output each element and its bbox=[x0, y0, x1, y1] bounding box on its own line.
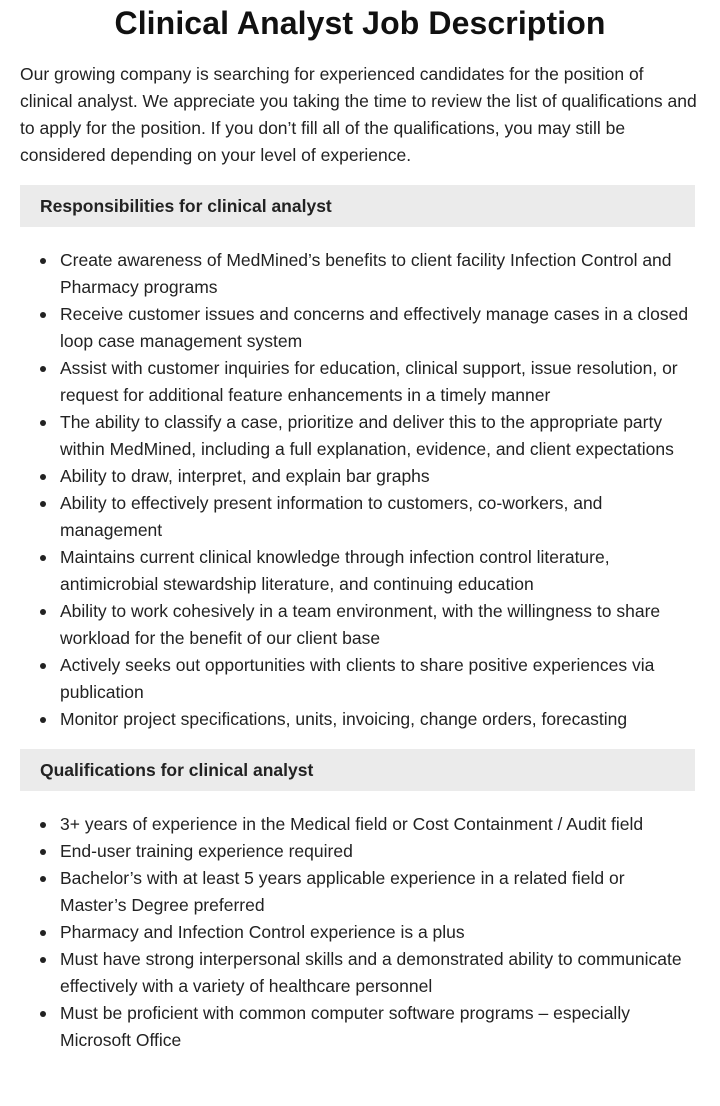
list-item bbox=[40, 706, 695, 733]
bullet-icon bbox=[40, 957, 46, 963]
bullet-icon bbox=[40, 876, 46, 882]
list-item bbox=[40, 865, 695, 919]
list-item-text: Maintains current clinical knowledge through infection control literature, antimicrobial stewardship literature, and continuing education bbox=[60, 547, 610, 594]
list-item-text: The ability to classify a case, prioritize and deliver this to the appropriate party within MedMined, including a full explanation, evidence, and client expectations bbox=[60, 412, 674, 459]
list-item-text: Must be proficient with common computer software programs – especially Microsoft Office bbox=[60, 1003, 630, 1050]
bullet-icon bbox=[40, 1011, 46, 1017]
qualifications-list bbox=[40, 811, 695, 1054]
list-item bbox=[40, 598, 695, 652]
page-title: Clinical Analyst Job Description bbox=[114, 5, 606, 41]
bullet-icon bbox=[40, 312, 46, 318]
list-item bbox=[40, 811, 695, 838]
list-item bbox=[40, 247, 695, 301]
bullet-icon bbox=[40, 717, 46, 723]
list-item-text: End-user training experience required bbox=[60, 841, 353, 861]
bullet-icon bbox=[40, 366, 46, 372]
list-item bbox=[40, 544, 695, 598]
list-item-text: Actively seeks out opportunities with clients to share positive experiences via publication bbox=[60, 655, 655, 702]
list-item-text: Pharmacy and Infection Control experience is a plus bbox=[60, 922, 465, 942]
bullet-icon bbox=[40, 609, 46, 615]
bullet-icon bbox=[40, 501, 46, 507]
list-item bbox=[40, 490, 695, 544]
list-item-text: Monitor project specifications, units, invoicing, change orders, forecasting bbox=[60, 709, 628, 729]
bullet-icon bbox=[40, 663, 46, 669]
list-item-text: 3+ years of experience in the Medical field or Cost Containment / Audit field bbox=[60, 814, 644, 834]
bullet-icon bbox=[40, 822, 46, 828]
qualifications-heading: Qualifications for clinical analyst bbox=[20, 749, 695, 791]
list-item-text: Must have strong interpersonal skills and a demonstrated ability to communicate effectively with a variety of healthcare personnel bbox=[60, 949, 682, 996]
list-item bbox=[40, 919, 695, 946]
responsibilities-list bbox=[40, 247, 695, 733]
bullet-icon bbox=[40, 849, 46, 855]
list-item-text: Receive customer issues and concerns and effectively manage cases in a closed loop case management system bbox=[60, 304, 689, 351]
bullet-icon bbox=[40, 930, 46, 936]
bullet-icon bbox=[40, 555, 46, 561]
list-item bbox=[40, 652, 695, 706]
list-item bbox=[40, 463, 695, 490]
list-item bbox=[40, 301, 695, 355]
list-item bbox=[40, 409, 695, 463]
list-item bbox=[40, 1000, 695, 1054]
list-item-text: Ability to effectively present information to customers, co-workers, and management bbox=[60, 493, 603, 540]
list-item bbox=[40, 355, 695, 409]
list-item-text: Assist with customer inquiries for education, clinical support, issue resolution, or request for additional feature enhancements in a timely manner bbox=[60, 358, 678, 405]
list-item-text: Ability to work cohesively in a team environment, with the willingness to share workload for the benefit of our client base bbox=[60, 601, 661, 648]
list-item bbox=[40, 946, 695, 1000]
bullet-icon bbox=[40, 474, 46, 480]
list-item-text: Bachelor’s with at least 5 years applicable experience in a related field or Master’s Degree preferred bbox=[60, 868, 625, 915]
list-item bbox=[40, 838, 695, 865]
bullet-icon bbox=[40, 420, 46, 426]
intro-paragraph: Our growing company is searching for experienced candidates for the position of clinical analyst. We appreciate you taking the time to review the list of qualifications and to apply for the position. If you don’t fill all of the qualifications, you may still be considered depending on your level of experience. bbox=[20, 64, 697, 165]
list-item-text: Ability to draw, interpret, and explain bar graphs bbox=[60, 466, 430, 486]
responsibilities-heading: Responsibilities for clinical analyst bbox=[20, 185, 695, 227]
bullet-icon bbox=[40, 258, 46, 264]
list-item-text: Create awareness of MedMined’s benefits to client facility Infection Control and Pharmacy programs bbox=[60, 250, 672, 297]
